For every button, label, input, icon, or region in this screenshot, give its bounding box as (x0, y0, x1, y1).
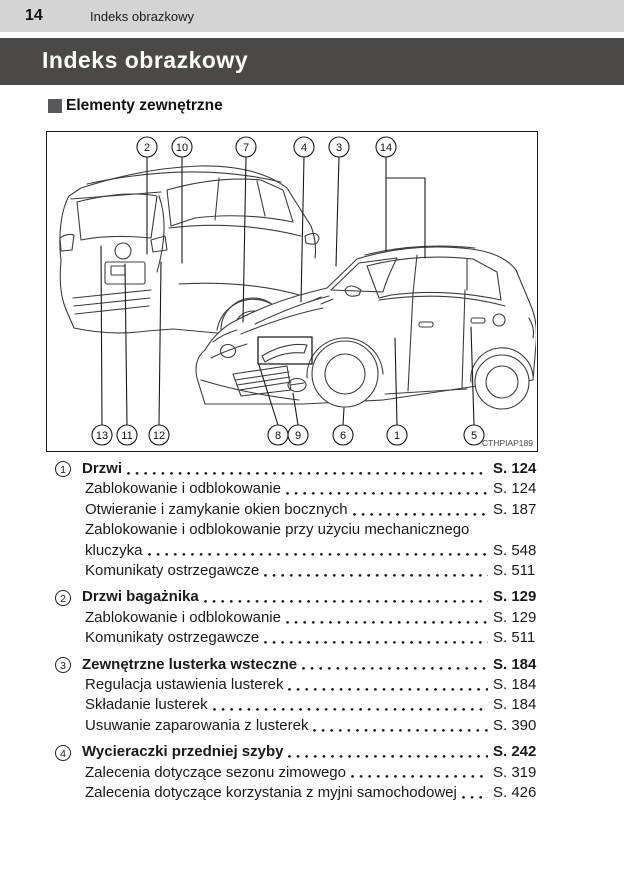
callout-leader-line (386, 157, 425, 258)
page-ref: S. 548 (493, 541, 537, 559)
car-diagram-frame (46, 131, 538, 452)
page-ref: S. 129 (493, 588, 537, 606)
callout-number: 10 (175, 141, 189, 154)
callout-number: 12 (152, 429, 166, 442)
index-sub-item (55, 763, 541, 783)
page-ref: S. 124 (493, 480, 537, 498)
index-group-title-row (55, 587, 541, 607)
section-heading (48, 97, 223, 115)
chapter-title-bar (0, 38, 624, 85)
dot-leader (264, 561, 488, 581)
index-callout-number: 2 (55, 590, 71, 606)
page-ref: S. 511 (493, 629, 536, 647)
dot-leader (313, 716, 488, 736)
index-sub-label: Zablokowanie i odblokowanie przy użyciu mechanicznego (85, 521, 470, 539)
index-sub-item (55, 561, 541, 581)
callout-number: 4 (300, 141, 308, 154)
page-ref: S. 184 (493, 676, 537, 694)
car-front-view (196, 246, 536, 409)
picture-index-list (55, 459, 541, 810)
callout-leader-line (343, 408, 344, 425)
index-sub-label: Komunikaty ostrzegawcze (85, 562, 260, 580)
dot-leader (286, 479, 488, 499)
car-diagram (47, 132, 536, 450)
page-ref: S. 242 (493, 743, 537, 761)
page-ref: S. 187 (493, 500, 537, 518)
callout-number: 1 (393, 429, 401, 442)
page-ref: S. 124 (493, 460, 537, 477)
callout-number: 3 (335, 141, 343, 154)
page-ref: S. 426 (493, 784, 537, 802)
page-ref: S. 390 (493, 716, 537, 734)
dot-leader (288, 742, 488, 762)
callout-leader-line (125, 264, 127, 425)
index-sub-item (55, 783, 541, 803)
page-number: 14 (25, 7, 43, 24)
callout-number: 13 (95, 429, 109, 442)
callout-number: 11 (121, 429, 133, 442)
dot-leader (127, 459, 488, 479)
dot-leader (462, 783, 488, 803)
index-sub-label: Składanie lusterek (85, 696, 208, 714)
dot-leader (353, 500, 488, 520)
index-group-title: Drzwi bagażnika (82, 588, 199, 606)
dot-leader (264, 628, 488, 648)
figure-code: CTHPIAP189 (481, 438, 533, 448)
section-bullet-square (48, 99, 62, 113)
section-title: Elementy zewnętrzne (66, 97, 223, 114)
callout-leader-line (159, 262, 161, 425)
index-sub-item (55, 628, 541, 648)
running-header-title: Indeks obrazkowy (90, 9, 195, 24)
index-sub-label: Komunikaty ostrzegawcze (85, 629, 260, 647)
callout-leader-line (243, 157, 246, 322)
index-sub-label: Usuwanie zaparowania z lusterek (85, 716, 309, 734)
running-header (0, 0, 624, 32)
index-sub-item (55, 675, 541, 695)
callout-number: 2 (143, 141, 151, 154)
page-ref: S. 319 (493, 763, 537, 781)
index-group (55, 587, 541, 648)
page-ref: S. 184 (493, 655, 537, 673)
callout-number: 14 (379, 141, 393, 154)
index-sub-label: Zalecenia dotyczące korzystania z myjni samochodowej (85, 784, 457, 802)
callout-number: 8 (274, 429, 282, 442)
index-sub-label: kluczyka (85, 541, 143, 559)
index-sub-item (55, 716, 541, 736)
dot-leader (148, 541, 488, 561)
index-sub-item (55, 541, 541, 561)
index-sub-item (55, 479, 541, 499)
index-group-title-row (55, 459, 541, 479)
index-callout-number: 1 (55, 461, 71, 477)
callout-number: 7 (242, 141, 250, 154)
index-sub-item (55, 608, 541, 628)
callout-leader-line (336, 157, 339, 266)
index-sub-label: Zalecenia dotyczące sezonu zimowego (85, 763, 346, 781)
callout-number: 5 (470, 429, 478, 442)
callout-leader-line (301, 157, 304, 302)
dot-leader (213, 695, 488, 715)
index-group-title: Drzwi (82, 460, 123, 477)
index-callout-number: 3 (55, 657, 71, 673)
index-sub-label: Zablokowanie i odblokowanie (85, 480, 281, 498)
page-ref: S. 184 (493, 696, 537, 714)
dot-leader (351, 763, 488, 783)
index-callout-number: 4 (55, 745, 71, 761)
index-group-title: Zewnętrzne lusterka wsteczne (82, 655, 298, 673)
index-group-title-row (55, 742, 541, 762)
index-group-title: Wycieraczki przedniej szyby (82, 743, 284, 761)
index-group (55, 655, 541, 737)
index-sub-item (55, 500, 541, 520)
callout-number: 6 (339, 429, 347, 442)
dot-leader (204, 587, 488, 607)
chapter-title: Indeks obrazkowy (42, 47, 249, 73)
callout-leader-line (101, 246, 102, 425)
page-ref: S. 511 (493, 562, 536, 580)
dot-leader (286, 608, 488, 628)
index-group-title-row (55, 655, 541, 675)
page-ref: S. 129 (493, 608, 537, 626)
index-sub-item (55, 695, 541, 715)
dot-leader (288, 675, 488, 695)
callout-number: 9 (294, 429, 302, 442)
index-sub-label: Regulacja ustawienia lusterek (85, 676, 284, 694)
index-group (55, 742, 541, 803)
dot-leader (302, 655, 488, 675)
index-sub-item (55, 520, 541, 540)
index-sub-label: Otwieranie i zamykanie okien bocznych (85, 500, 348, 518)
index-group (55, 459, 541, 581)
index-sub-label: Zablokowanie i odblokowanie (85, 608, 281, 626)
